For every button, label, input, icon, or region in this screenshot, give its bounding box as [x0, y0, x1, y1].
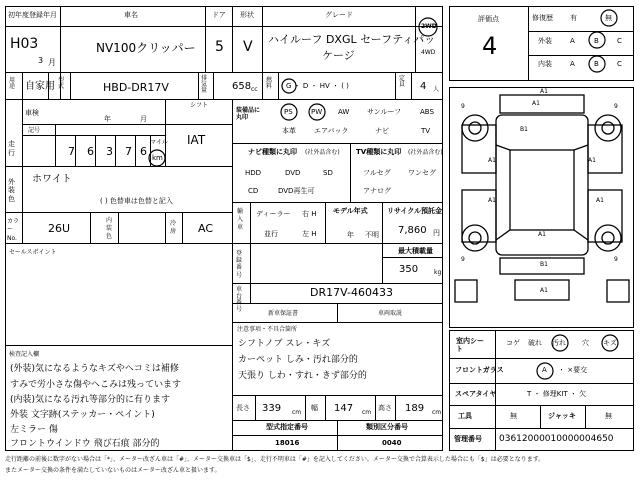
- front-glass-x: ・ ×要交: [558, 366, 588, 374]
- unit-km: km: [152, 154, 163, 162]
- first-reg-label: 初年度登録年月: [8, 11, 57, 19]
- fuel-label: 燃料: [266, 77, 273, 90]
- diagram-num-1: 9: [461, 103, 465, 110]
- model-designation-label: 型式指定番号: [266, 423, 308, 431]
- footer-line-1: 走行距離の前後に数字がない場合は「*」、メーター改ざん車は「#」、メーター交換車は「$」、走行不明車は「#」を記入してください。メーター交換で合算表示した場合にも「$」は必要となります。: [5, 456, 545, 463]
- exterior-label: 外装: [538, 37, 552, 45]
- chassis-label: 車台番号: [236, 286, 243, 313]
- interior-label: 内装: [538, 60, 552, 68]
- mileage-digit-5: 6: [140, 145, 147, 158]
- front-glass-a: A: [542, 366, 547, 374]
- diagram-label-1: A1: [540, 88, 548, 95]
- category-label: 類別区分番号: [366, 423, 408, 431]
- exterior-grade-a: A: [570, 37, 575, 45]
- model-year-unknown: 不明: [365, 231, 379, 239]
- grade-line2: ケージ: [322, 49, 355, 62]
- diagram-num-3: 9: [461, 256, 465, 263]
- interior-color-label: 内装色: [106, 217, 113, 240]
- footer-line-2: またメーター交換の条件を満たしていないものはメーター改ざん車と扱います。: [5, 467, 221, 474]
- interior-grade-c: C: [617, 60, 622, 68]
- diagram-label-9: B1: [540, 261, 548, 268]
- import-left: 左 H: [302, 230, 317, 238]
- shift-value: IAT: [187, 133, 206, 147]
- color-label: 外装色: [8, 178, 15, 203]
- navi-dvd-play: DVD再生可: [278, 187, 315, 195]
- equip-abs: ABS: [420, 108, 434, 116]
- front-glass-label: フロントガラス: [455, 366, 504, 374]
- recycle-value: 7,860: [398, 225, 427, 236]
- color-note: ( ) 色替車は色替と記入: [100, 197, 173, 205]
- first-reg-era-year: H03: [10, 36, 39, 52]
- displacement-value: 658: [232, 81, 252, 92]
- import-label: 輸入車: [237, 208, 244, 231]
- usage-value: 自家用: [25, 81, 55, 92]
- inspection-line-6: フロントウインドウ 飛び石痕 部分的: [10, 439, 160, 449]
- note-line-2: カーペット しみ・汚れ部分的: [238, 355, 358, 365]
- inspection-notes-label: 検査記入欄: [9, 351, 40, 358]
- height-label: 高さ: [378, 404, 392, 412]
- equip-aw: AW: [338, 108, 350, 116]
- diagram-label-6: A1: [488, 197, 496, 204]
- diagram-label-10: A1: [540, 287, 548, 294]
- mileage-digit-3: 3: [106, 145, 113, 158]
- sales-point-label: セールスポイント: [9, 249, 57, 256]
- capacity-value: 4: [420, 81, 427, 92]
- tv-oneseg: ワンセグ: [408, 169, 436, 177]
- inspection-line-1: (外装)気になるようなキズやヘコミは補修: [10, 364, 179, 374]
- number-label: 記号: [28, 127, 41, 134]
- model-designation-value: 18016: [275, 439, 300, 447]
- usage-label: 用途: [9, 77, 16, 90]
- interior-seat-label: 室内シート: [456, 337, 484, 354]
- capacity-label: 定員: [399, 75, 406, 88]
- diagram-label-8: A1: [538, 231, 546, 238]
- capacity-unit: 人: [433, 86, 440, 93]
- note-line-1: シフトノブ スレ・キズ: [238, 339, 331, 349]
- import-parallel: 並行: [264, 230, 278, 238]
- body-label: 形状: [240, 11, 254, 19]
- inspection-line-3: (内装)気になる汚れ等部分的に有ります: [10, 395, 171, 405]
- model-year-label: モデル年式: [333, 207, 368, 215]
- ac-value: AC: [198, 222, 214, 235]
- notes-label: 注意事項・不具合箇所: [237, 326, 298, 333]
- drive-2wd: 2WD: [421, 23, 437, 30]
- displacement-unit: cc: [251, 86, 258, 93]
- max-load-value: 350: [399, 264, 419, 275]
- doors-label: ドア: [212, 11, 226, 19]
- management-value: 03612000010000004650: [499, 434, 614, 444]
- navi-dvd: DVD: [285, 169, 301, 177]
- tools-value: 無: [510, 412, 517, 420]
- tv-analog: アナログ: [363, 187, 391, 195]
- inspection-line-5: 左ミラー 傷: [10, 425, 58, 435]
- width-unit: cm: [362, 409, 372, 416]
- import-right: 右 H: [302, 210, 317, 218]
- drive-4wd: 4WD: [421, 49, 436, 56]
- diagram-label-3: A1: [532, 100, 540, 107]
- doc-manual: 車両取説: [378, 310, 403, 317]
- ac-label: 冷房: [170, 220, 177, 235]
- car-name-label: 車名: [124, 11, 138, 19]
- fuel-options: G ・ D ・ HV ・ ( ): [286, 82, 349, 90]
- navi-sub: (社外品含む): [305, 149, 340, 156]
- interior-grade-b: B: [594, 60, 599, 68]
- color-code-value: 26U: [48, 222, 71, 235]
- navi-sd: SD: [323, 169, 333, 177]
- tv-label: TV種類に丸印: [356, 148, 402, 156]
- tv-fullseg: フルセグ: [363, 169, 391, 177]
- color-value: ホワイト: [32, 174, 72, 185]
- seat-stain: 汚れ: [552, 339, 566, 347]
- model-value: HBD-DR17V: [103, 81, 169, 94]
- recycle-label: リサイクル預託金: [387, 207, 443, 215]
- inspection-year: 年: [104, 115, 111, 123]
- score-label: 評価点: [478, 15, 499, 23]
- seat-tear: 破れ: [528, 339, 542, 347]
- color-code-label: カラーNo.: [7, 218, 20, 242]
- model-year-year: 年: [347, 231, 354, 239]
- exterior-grade-c: C: [617, 37, 622, 45]
- diagram-label-5: A1: [588, 157, 596, 164]
- jack-label: ジャッキ: [548, 412, 576, 420]
- inspection-line-4: 外装 文字跡(ステッカー・ペイント): [10, 410, 155, 420]
- tv-sub: (社外品含む): [408, 149, 443, 156]
- category-value: 0040: [382, 439, 402, 447]
- max-load-label: 最大積載量: [398, 247, 433, 255]
- height-unit: cm: [432, 409, 442, 416]
- diagram-label-7: A1: [596, 197, 604, 204]
- note-line-3: 天張り しわ・すれ・きず部分的: [238, 371, 367, 381]
- diagram-label-4: A1: [488, 157, 496, 164]
- jack-value: 無: [605, 412, 612, 420]
- equip-sunroof: サンルーフ: [367, 108, 402, 116]
- repair-none: 無: [605, 14, 612, 22]
- unit-mile: マイル: [150, 139, 168, 146]
- diagram-label-2: B1: [520, 126, 528, 133]
- mileage-digit-4: 7: [125, 145, 132, 158]
- import-dealer: ディーラー: [256, 210, 291, 218]
- mileage-digit-1: 7: [68, 145, 75, 158]
- recycle-unit: 円: [433, 229, 440, 237]
- navi-label: ナビ種類に丸印: [248, 148, 297, 156]
- diagram-num-2: 9: [614, 103, 618, 110]
- seat-burn: コゲ: [506, 339, 520, 347]
- inspection-label: 車検: [25, 109, 39, 117]
- grade-line1: ハイルーフ DXGL セーフティパッ: [268, 33, 436, 46]
- registration-number-label: 登録番号: [236, 250, 243, 279]
- inspection-line-2: すみで労小さな傷やへこみは残っています: [10, 380, 182, 390]
- equip-ps: PS: [284, 108, 293, 116]
- doc-warranty: 新車保証書: [268, 310, 299, 317]
- repair-label: 修復歴: [532, 14, 553, 22]
- car-name: NV100クリッパー: [96, 41, 196, 55]
- equip-pw: PW: [311, 108, 323, 116]
- equip-tv: TV: [421, 127, 431, 135]
- length-label: 長さ: [236, 404, 250, 412]
- navi-hdd: HDD: [245, 169, 262, 177]
- length-unit: cm: [292, 409, 302, 416]
- management-label: 管理番号: [454, 435, 482, 443]
- seat-hole: 穴: [582, 339, 589, 347]
- length-value: 339: [262, 403, 282, 414]
- spare-tire-items: T ・ 修理KIT ・ 欠: [527, 390, 587, 398]
- seat-scratch: キズ: [603, 339, 617, 347]
- diagram-num-4: 9: [614, 256, 618, 263]
- grade-label: グレード: [325, 11, 353, 19]
- doors-value: 5: [215, 39, 224, 55]
- width-value: 147: [334, 403, 354, 414]
- equipment-label: 装備品に丸印: [236, 107, 261, 122]
- width-label: 幅: [311, 404, 318, 412]
- displacement-label: 排気量: [201, 75, 208, 94]
- equip-airbag: エアバック: [314, 127, 349, 135]
- spare-tire-label: スペアタイヤ: [455, 390, 497, 398]
- mileage-digit-2: 6: [87, 145, 94, 158]
- repair-yes: 有: [570, 14, 577, 22]
- month-unit: 月: [48, 58, 56, 67]
- navi-cd: CD: [248, 187, 259, 195]
- interior-grade-a: A: [570, 60, 575, 68]
- body-value: V: [243, 39, 253, 55]
- score-value: 4: [482, 32, 498, 60]
- equip-leather: 本革: [282, 127, 296, 135]
- equip-navi: ナビ: [375, 127, 389, 135]
- first-reg-month: 3: [38, 56, 44, 65]
- shift-label: シフト: [190, 102, 209, 109]
- model-label: 型式: [58, 77, 65, 90]
- tools-label: 工具: [458, 412, 472, 420]
- inspection-month: 月: [140, 115, 147, 123]
- range-label: 走行: [8, 140, 15, 158]
- chassis-value: DR17V-460433: [310, 286, 393, 299]
- height-value: 189: [405, 403, 425, 414]
- max-load-unit: kg: [434, 269, 442, 276]
- exterior-grade-b: B: [594, 37, 599, 45]
